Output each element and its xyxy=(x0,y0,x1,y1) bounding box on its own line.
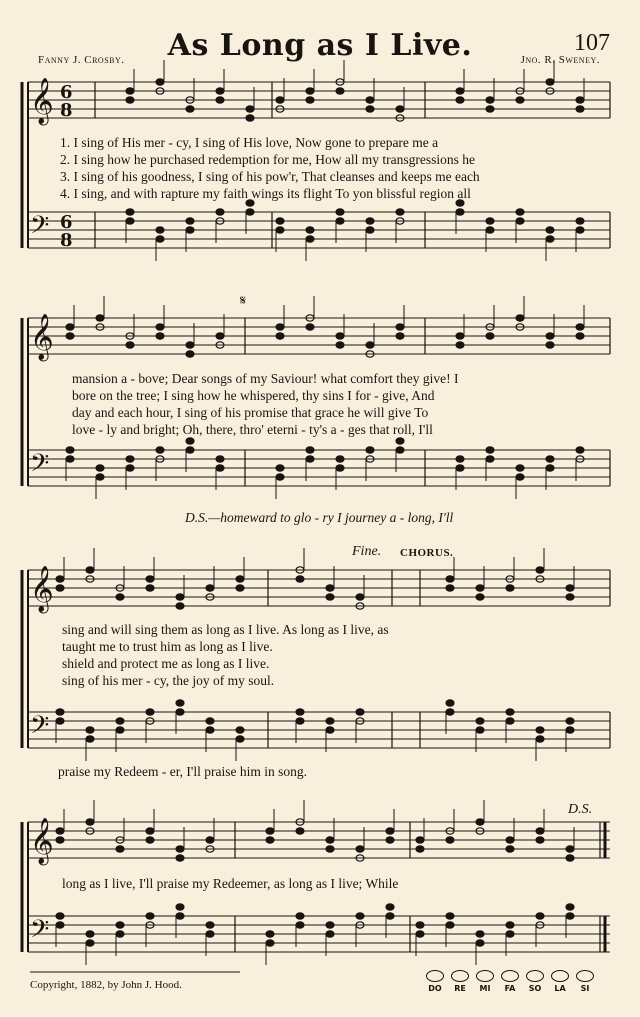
note-head xyxy=(336,342,344,348)
note-head xyxy=(156,447,164,453)
solfege-la: LA xyxy=(547,970,573,993)
note-head xyxy=(366,447,374,453)
note-head xyxy=(416,922,424,928)
note-head xyxy=(356,594,364,600)
note-head xyxy=(366,218,374,224)
bass-lyric-line: praise my Redeem - er, I'll praise him in song. xyxy=(58,764,307,779)
note-head xyxy=(176,594,184,600)
note-head xyxy=(306,227,314,233)
note-head xyxy=(326,846,334,852)
note-head xyxy=(66,333,74,339)
note-head xyxy=(246,106,254,112)
note-head xyxy=(566,846,574,852)
note-head xyxy=(416,931,424,937)
treble-clef-icon: 𝄞 xyxy=(30,818,54,864)
note-head xyxy=(66,456,74,462)
note-head xyxy=(266,931,274,937)
note-head xyxy=(236,585,244,591)
note-head xyxy=(416,846,424,852)
note-head xyxy=(486,447,494,453)
note-head xyxy=(386,828,394,834)
note-head xyxy=(56,837,64,843)
note-head xyxy=(446,576,454,582)
note-head xyxy=(116,922,124,928)
note-head xyxy=(216,465,224,471)
note-head xyxy=(86,736,94,742)
note-head xyxy=(566,855,574,861)
note-head xyxy=(486,106,494,112)
note-head xyxy=(246,115,254,121)
note-head xyxy=(116,846,124,852)
note-head xyxy=(206,585,214,591)
note-head xyxy=(506,718,514,724)
note-head xyxy=(126,218,134,224)
solfege-mi: MI xyxy=(472,970,498,993)
note-head xyxy=(156,333,164,339)
note-head xyxy=(536,727,544,733)
note-head xyxy=(506,837,514,843)
note-head xyxy=(576,324,584,330)
note-head xyxy=(576,447,584,453)
note-head xyxy=(56,913,64,919)
note-head xyxy=(536,736,544,742)
note-head xyxy=(296,709,304,715)
note-head xyxy=(476,819,484,825)
note-head xyxy=(56,585,64,591)
note-head xyxy=(56,828,64,834)
bass-clef-icon: 𝄢 xyxy=(30,711,50,746)
time-signature: 6 xyxy=(60,82,73,103)
note-head xyxy=(546,465,554,471)
verse-3-line-1: 3. I sing of his goodness, I sing of his pow'r, That cleanses and keeps me each xyxy=(60,169,480,184)
note-head xyxy=(546,333,554,339)
note-head xyxy=(246,209,254,215)
note-head xyxy=(386,904,394,910)
note-head xyxy=(456,342,464,348)
note-head xyxy=(366,106,374,112)
note-head xyxy=(516,97,524,103)
note-head xyxy=(396,333,404,339)
note-head xyxy=(446,585,454,591)
note-head xyxy=(576,97,584,103)
note-head xyxy=(186,447,194,453)
note-head xyxy=(296,913,304,919)
note-head xyxy=(146,837,154,843)
note-head xyxy=(116,594,124,600)
note-head xyxy=(206,727,214,733)
note-head xyxy=(216,333,224,339)
note-head xyxy=(396,447,404,453)
note-head xyxy=(236,727,244,733)
note-head xyxy=(416,837,424,843)
solfege-re: RE xyxy=(447,970,473,993)
note-head xyxy=(536,837,544,843)
note-head xyxy=(476,931,484,937)
note-head xyxy=(156,324,164,330)
note-head xyxy=(156,227,164,233)
note-head xyxy=(516,218,524,224)
note-head xyxy=(276,465,284,471)
note-head xyxy=(146,585,154,591)
note-head xyxy=(506,922,514,928)
note-head xyxy=(536,567,544,573)
note-head xyxy=(276,324,284,330)
note-head xyxy=(276,333,284,339)
note-head xyxy=(66,324,74,330)
note-head xyxy=(306,324,314,330)
note-head xyxy=(476,718,484,724)
time-signature: 6 xyxy=(60,212,73,233)
note-head xyxy=(536,828,544,834)
note-head xyxy=(546,456,554,462)
note-head xyxy=(56,709,64,715)
verse-2-line-3: taught me to trust him as long as I live. xyxy=(62,639,273,654)
note-head xyxy=(476,727,484,733)
note-head xyxy=(506,931,514,937)
note-head xyxy=(336,209,344,215)
note-head xyxy=(326,931,334,937)
note-head xyxy=(186,218,194,224)
note-head xyxy=(456,465,464,471)
note-head xyxy=(276,227,284,233)
note-head xyxy=(486,227,494,233)
note-head xyxy=(176,846,184,852)
verse-1-line-2: mansion a - bove; Dear songs of my Saviour! what comfort they give! I xyxy=(72,371,459,386)
note-head xyxy=(266,940,274,946)
note-head xyxy=(356,709,364,715)
note-head xyxy=(296,828,304,834)
note-head xyxy=(176,603,184,609)
note-head xyxy=(66,447,74,453)
solfege-fa: FA xyxy=(497,970,523,993)
note-head xyxy=(576,227,584,233)
note-head xyxy=(306,97,314,103)
fine-marker: Fine. xyxy=(352,544,382,559)
ds-marker: D.S. xyxy=(568,802,593,817)
note-head xyxy=(566,594,574,600)
note-head xyxy=(366,342,374,348)
segno-sign: 𝄋 xyxy=(240,294,247,309)
note-head xyxy=(576,333,584,339)
note-head xyxy=(356,913,364,919)
note-head xyxy=(446,709,454,715)
note-head xyxy=(336,333,344,339)
note-head xyxy=(266,828,274,834)
note-head xyxy=(446,700,454,706)
note-head xyxy=(366,227,374,233)
note-head xyxy=(456,209,464,215)
note-head xyxy=(326,837,334,843)
note-head xyxy=(216,97,224,103)
note-head xyxy=(446,837,454,843)
note-head xyxy=(336,218,344,224)
bass-clef-icon: 𝄢 xyxy=(30,449,50,484)
note-head xyxy=(446,913,454,919)
note-head xyxy=(236,736,244,742)
note-head xyxy=(86,727,94,733)
note-head xyxy=(516,465,524,471)
note-head xyxy=(396,438,404,444)
note-head xyxy=(566,904,574,910)
note-head xyxy=(176,700,184,706)
note-head xyxy=(96,315,104,321)
note-head xyxy=(216,456,224,462)
note-head xyxy=(56,922,64,928)
note-head xyxy=(126,465,134,471)
note-head xyxy=(546,342,554,348)
note-head xyxy=(276,97,284,103)
note-head xyxy=(396,106,404,112)
note-head xyxy=(296,576,304,582)
note-head xyxy=(386,837,394,843)
note-head xyxy=(156,236,164,242)
note-head xyxy=(516,209,524,215)
page-number: 107 xyxy=(574,30,610,56)
hymn-title: As Long as I Live. xyxy=(167,28,473,63)
note-head xyxy=(486,333,494,339)
note-head xyxy=(116,718,124,724)
note-head xyxy=(566,913,574,919)
note-head xyxy=(336,465,344,471)
note-head xyxy=(116,727,124,733)
note-head xyxy=(156,79,164,85)
note-head xyxy=(86,931,94,937)
note-head xyxy=(86,567,94,573)
note-head xyxy=(236,576,244,582)
note-head xyxy=(86,819,94,825)
ds-lyric-line: D.S.—homeward to glo - ry I journey a - long, I'll xyxy=(185,510,454,525)
note-head xyxy=(176,855,184,861)
note-head xyxy=(506,585,514,591)
note-head xyxy=(296,922,304,928)
note-head xyxy=(456,88,464,94)
note-head xyxy=(396,209,404,215)
note-head xyxy=(486,218,494,224)
note-head xyxy=(516,315,524,321)
verse-3-line-2: day and each hour, I sing of his promise that grace he will give To xyxy=(72,405,429,420)
verse-3-line-3: shield and protect me as long as I live. xyxy=(62,656,270,671)
chorus-label: CHORUS. xyxy=(400,547,454,559)
note-head xyxy=(456,456,464,462)
verse-4-line-3: sing of his mer - cy, the joy of my soul. xyxy=(62,673,275,688)
note-head xyxy=(206,922,214,928)
verse-1-line-1: 1. I sing of His mer - cy, I sing of His love, Now gone to prepare me a xyxy=(60,135,439,150)
note-head xyxy=(186,106,194,112)
note-head xyxy=(326,727,334,733)
note-head xyxy=(356,846,364,852)
note-head xyxy=(546,236,554,242)
note-head xyxy=(276,218,284,224)
note-head xyxy=(206,931,214,937)
note-head xyxy=(206,837,214,843)
note-head xyxy=(186,342,194,348)
verse-2-line-2: bore on the tree; I sing how he whispered, thy sins I for - give, And xyxy=(72,388,435,403)
treble-clef-icon: 𝄞 xyxy=(30,78,54,124)
note-head xyxy=(266,837,274,843)
composer-credit: Jno. R. Sweney. xyxy=(520,54,600,66)
note-head xyxy=(176,709,184,715)
note-head xyxy=(96,465,104,471)
note-head xyxy=(566,718,574,724)
note-head xyxy=(306,236,314,242)
solfege-so: SO xyxy=(522,970,548,993)
bass-clef-icon: 𝄢 xyxy=(30,915,50,950)
note-head xyxy=(186,227,194,233)
note-head xyxy=(336,456,344,462)
note-head xyxy=(176,904,184,910)
verse-4-line-2: love - ly and bright; Oh, there, thro' eterni - ty's a - ges that roll, I'll xyxy=(72,422,433,437)
note-head xyxy=(216,88,224,94)
note-head xyxy=(296,718,304,724)
note-head xyxy=(146,913,154,919)
note-head xyxy=(186,438,194,444)
note-head xyxy=(126,456,134,462)
note-head xyxy=(576,106,584,112)
note-head xyxy=(146,828,154,834)
verse-2-line-1: 2. I sing how he purchased redemption for me, How all my transgressions he xyxy=(60,152,476,167)
note-head xyxy=(276,474,284,480)
note-head xyxy=(326,585,334,591)
note-head xyxy=(456,333,464,339)
solfege-si: SI xyxy=(572,970,598,993)
note-head xyxy=(516,474,524,480)
note-head xyxy=(186,351,194,357)
note-head xyxy=(126,342,134,348)
note-head xyxy=(566,727,574,733)
note-head xyxy=(306,456,314,462)
note-head xyxy=(126,88,134,94)
note-head xyxy=(56,718,64,724)
note-head xyxy=(386,913,394,919)
note-head xyxy=(576,218,584,224)
treble-clef-icon: 𝄞 xyxy=(30,314,54,360)
note-head xyxy=(126,209,134,215)
chorus-lyric-line: long as I live, I'll praise my Redeemer, as long as I live; While xyxy=(62,876,399,891)
note-head xyxy=(476,940,484,946)
note-head xyxy=(116,931,124,937)
author-credit: Fanny J. Crosby. xyxy=(38,54,125,66)
note-head xyxy=(86,940,94,946)
verse-4-line-1: 4. I sing, and with rapture my faith wings its flight To yon blissful region all xyxy=(60,186,471,201)
note-head xyxy=(536,913,544,919)
note-head xyxy=(146,709,154,715)
note-head xyxy=(476,594,484,600)
time-signature: 8 xyxy=(60,100,73,121)
note-head xyxy=(146,576,154,582)
note-head xyxy=(506,709,514,715)
note-head xyxy=(486,97,494,103)
note-head xyxy=(56,576,64,582)
note-head xyxy=(306,88,314,94)
note-head xyxy=(546,227,554,233)
treble-clef-icon: 𝄞 xyxy=(30,566,54,612)
note-head xyxy=(446,922,454,928)
copyright-notice: Copyright, 1882, by John J. Hood. xyxy=(30,979,182,991)
note-head xyxy=(546,79,554,85)
note-head xyxy=(96,474,104,480)
note-head xyxy=(366,97,374,103)
note-head xyxy=(506,846,514,852)
note-head xyxy=(326,922,334,928)
note-head xyxy=(206,718,214,724)
solfege-do: DO xyxy=(422,970,448,993)
solfege-legend xyxy=(422,970,602,1000)
note-head xyxy=(486,456,494,462)
note-head xyxy=(566,585,574,591)
note-head xyxy=(476,585,484,591)
time-signature: 8 xyxy=(60,230,73,251)
verse-1-line-3: sing and will sing them as long as I live. As long as I live, as xyxy=(62,622,389,637)
note-head xyxy=(456,97,464,103)
note-head xyxy=(216,209,224,215)
note-head xyxy=(306,447,314,453)
note-head xyxy=(176,913,184,919)
note-head xyxy=(326,718,334,724)
note-head xyxy=(326,594,334,600)
note-head xyxy=(396,324,404,330)
note-head xyxy=(336,88,344,94)
note-head xyxy=(126,97,134,103)
bass-clef-icon: 𝄢 xyxy=(30,211,50,246)
